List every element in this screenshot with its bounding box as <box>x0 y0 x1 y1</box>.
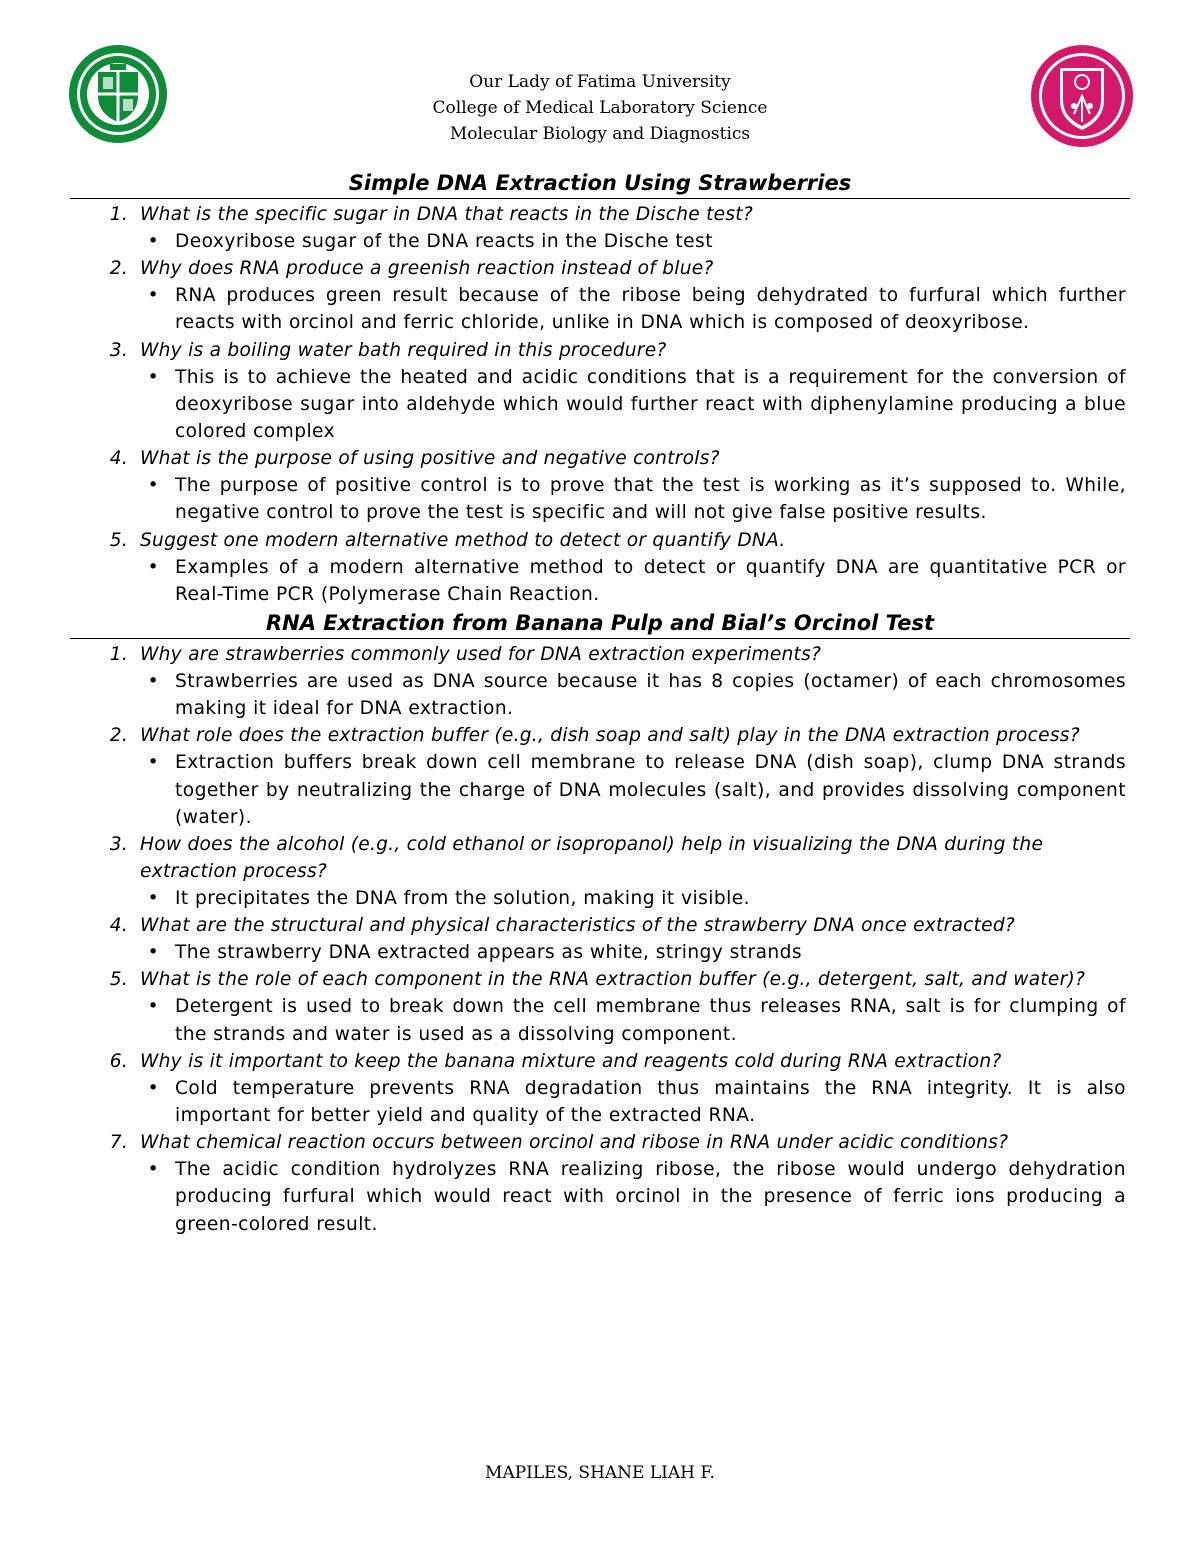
bullet-icon: • <box>147 671 159 693</box>
question-number: 4. <box>109 915 128 937</box>
bullet-icon: • <box>147 366 159 388</box>
question-number: 1. <box>109 204 128 225</box>
answer-item <box>70 364 1130 446</box>
answer-text: Strawberries are used as DNA source because it has 8 copies (octamer) of each chromosomes making it ideal for DNA extraction. <box>175 671 1126 720</box>
question-item <box>70 722 1130 749</box>
answer-text: RNA produces green result because of the ribose being dehydrated to furfural which further reacts with orcinol and ferric chloride, unlike in DNA which is composed of deoxyribose. <box>175 285 1126 334</box>
question-number: 3. <box>109 339 128 361</box>
answer-text: The acidic condition hydrolyzes RNA realizing ribose, the ribose would undergo dehydration producing furfural which would react with orcinol in the presence of ferric ions producing a green-colored result. <box>175 1159 1126 1235</box>
bullet-icon: • <box>147 1077 159 1099</box>
question-item <box>70 966 1130 993</box>
answer-text: Deoxyribose sugar of the DNA reacts in the Dische test <box>175 231 713 252</box>
document-body <box>70 168 1130 1238</box>
question-number: 6. <box>109 1050 128 1072</box>
answer-text: The purpose of positive control is to prove that the test is working as it’s supposed to. While, negative control to prove the test is specific and will not give false positive results. <box>175 475 1126 524</box>
question-number: 5. <box>109 529 128 551</box>
bullet-icon: • <box>147 475 159 497</box>
question-item <box>70 255 1130 282</box>
answer-text: Detergent is used to break down the cell membrane thus releases RNA, salt is for clumping of the strands and water is used as a dissolving component. <box>175 996 1126 1045</box>
question-item <box>70 1129 1130 1156</box>
question-text: Why are strawberries commonly used for DNA extraction experiments? <box>140 644 822 666</box>
question-item <box>70 201 1130 228</box>
question-text: Why is a boiling water bath required in this procedure? <box>140 339 667 361</box>
answer-text: Extraction buffers break down cell membrane to release DNA (dish soap), clump DNA strands together by neutralizing the charge of DNA molecules (salt), and provides dissolving component (water). <box>175 752 1126 828</box>
question-text: What are the structural and physical characteristics of the strawberry DNA once extracted? <box>140 915 1016 937</box>
bullet-icon: • <box>147 942 159 964</box>
question-item <box>70 641 1130 668</box>
answer-item <box>70 472 1130 526</box>
answer-item <box>70 554 1130 608</box>
bullet-icon: • <box>147 1159 159 1181</box>
question-number: 4. <box>109 448 128 470</box>
college-name: College of Medical Laboratory Science <box>432 98 768 118</box>
section-title: RNA Extraction from Banana Pulp and Bial’s Orcinol Test <box>70 608 1130 639</box>
question-number: 3. <box>109 834 128 856</box>
university-name: Our Lady of Fatima University <box>469 72 731 92</box>
answer-item <box>70 282 1130 336</box>
question-text: Why does RNA produce a greenish reaction instead of blue? <box>140 258 714 280</box>
question-item <box>70 337 1130 364</box>
question-text: What is the role of each component in the RNA extraction buffer (e.g., detergent, salt, and water)? <box>140 969 1086 991</box>
answer-text: Examples of a modern alternative method to detect or quantify DNA are quantitative PCR or Real-Time PCR (Polymerase Chain Reaction. <box>175 556 1126 605</box>
question-number: 1. <box>109 644 128 666</box>
bullet-icon: • <box>147 285 159 307</box>
question-text: What is the specific sugar in DNA that reacts in the Dische test? <box>140 204 753 225</box>
question-item <box>70 527 1130 554</box>
answer-item <box>70 228 1130 255</box>
answer-item <box>70 939 1130 966</box>
bullet-icon: • <box>147 996 159 1018</box>
bullet-icon: • <box>147 231 159 252</box>
answer-text: This is to achieve the heated and acidic conditions that is a requirement for the conversion of deoxyribose sugar into aldehyde which would further react with diphenylamine producing a blue colored complex <box>175 366 1126 443</box>
answer-item <box>70 1075 1130 1129</box>
bullet-icon: • <box>147 888 159 910</box>
question-item <box>70 831 1130 885</box>
question-item <box>70 1048 1130 1075</box>
question-text: How does the alcohol (e.g., cold ethanol or isopropanol) help in visualizing the DNA during the extraction process? <box>140 834 1044 883</box>
question-item <box>70 912 1130 939</box>
bullet-icon: • <box>147 556 159 578</box>
course-name: Molecular Biology and Diagnostics <box>449 124 751 144</box>
student-name: MAPILES, SHANE LIAH F. <box>485 1463 715 1483</box>
question-text: Why is it important to keep the banana mixture and reagents cold during RNA extraction? <box>140 1050 1002 1072</box>
answer-item <box>70 993 1130 1047</box>
bullet-icon: • <box>147 752 159 774</box>
question-text: What is the purpose of using positive and negative controls? <box>140 448 720 470</box>
question-text: Suggest one modern alternative method to detect or quantify DNA. <box>140 529 786 551</box>
answer-item <box>70 668 1130 722</box>
question-number: 2. <box>109 725 128 747</box>
section-title: Simple DNA Extraction Using Strawberries <box>70 168 1130 199</box>
answer-text: Cold temperature prevents RNA degradation thus maintains the RNA integrity. It is also important for better yield and quality of the extracted RNA. <box>175 1077 1126 1127</box>
question-number: 5. <box>109 969 128 991</box>
answer-item <box>70 885 1130 912</box>
question-text: What role does the extraction buffer (e.g., dish soap and salt) play in the DNA extraction process? <box>140 725 1080 747</box>
answer-text: It precipitates the DNA from the solution, making it visible. <box>175 888 750 910</box>
answer-item <box>70 1156 1130 1238</box>
question-text: What chemical reaction occurs between orcinol and ribose in RNA under acidic conditions? <box>140 1132 1009 1154</box>
question-number: 2. <box>109 258 128 280</box>
question-number: 7. <box>109 1132 128 1154</box>
document-header <box>0 69 1200 147</box>
answer-text: The strawberry DNA extracted appears as white, stringy strands <box>175 942 803 964</box>
answer-item <box>70 749 1130 831</box>
question-item <box>70 445 1130 472</box>
